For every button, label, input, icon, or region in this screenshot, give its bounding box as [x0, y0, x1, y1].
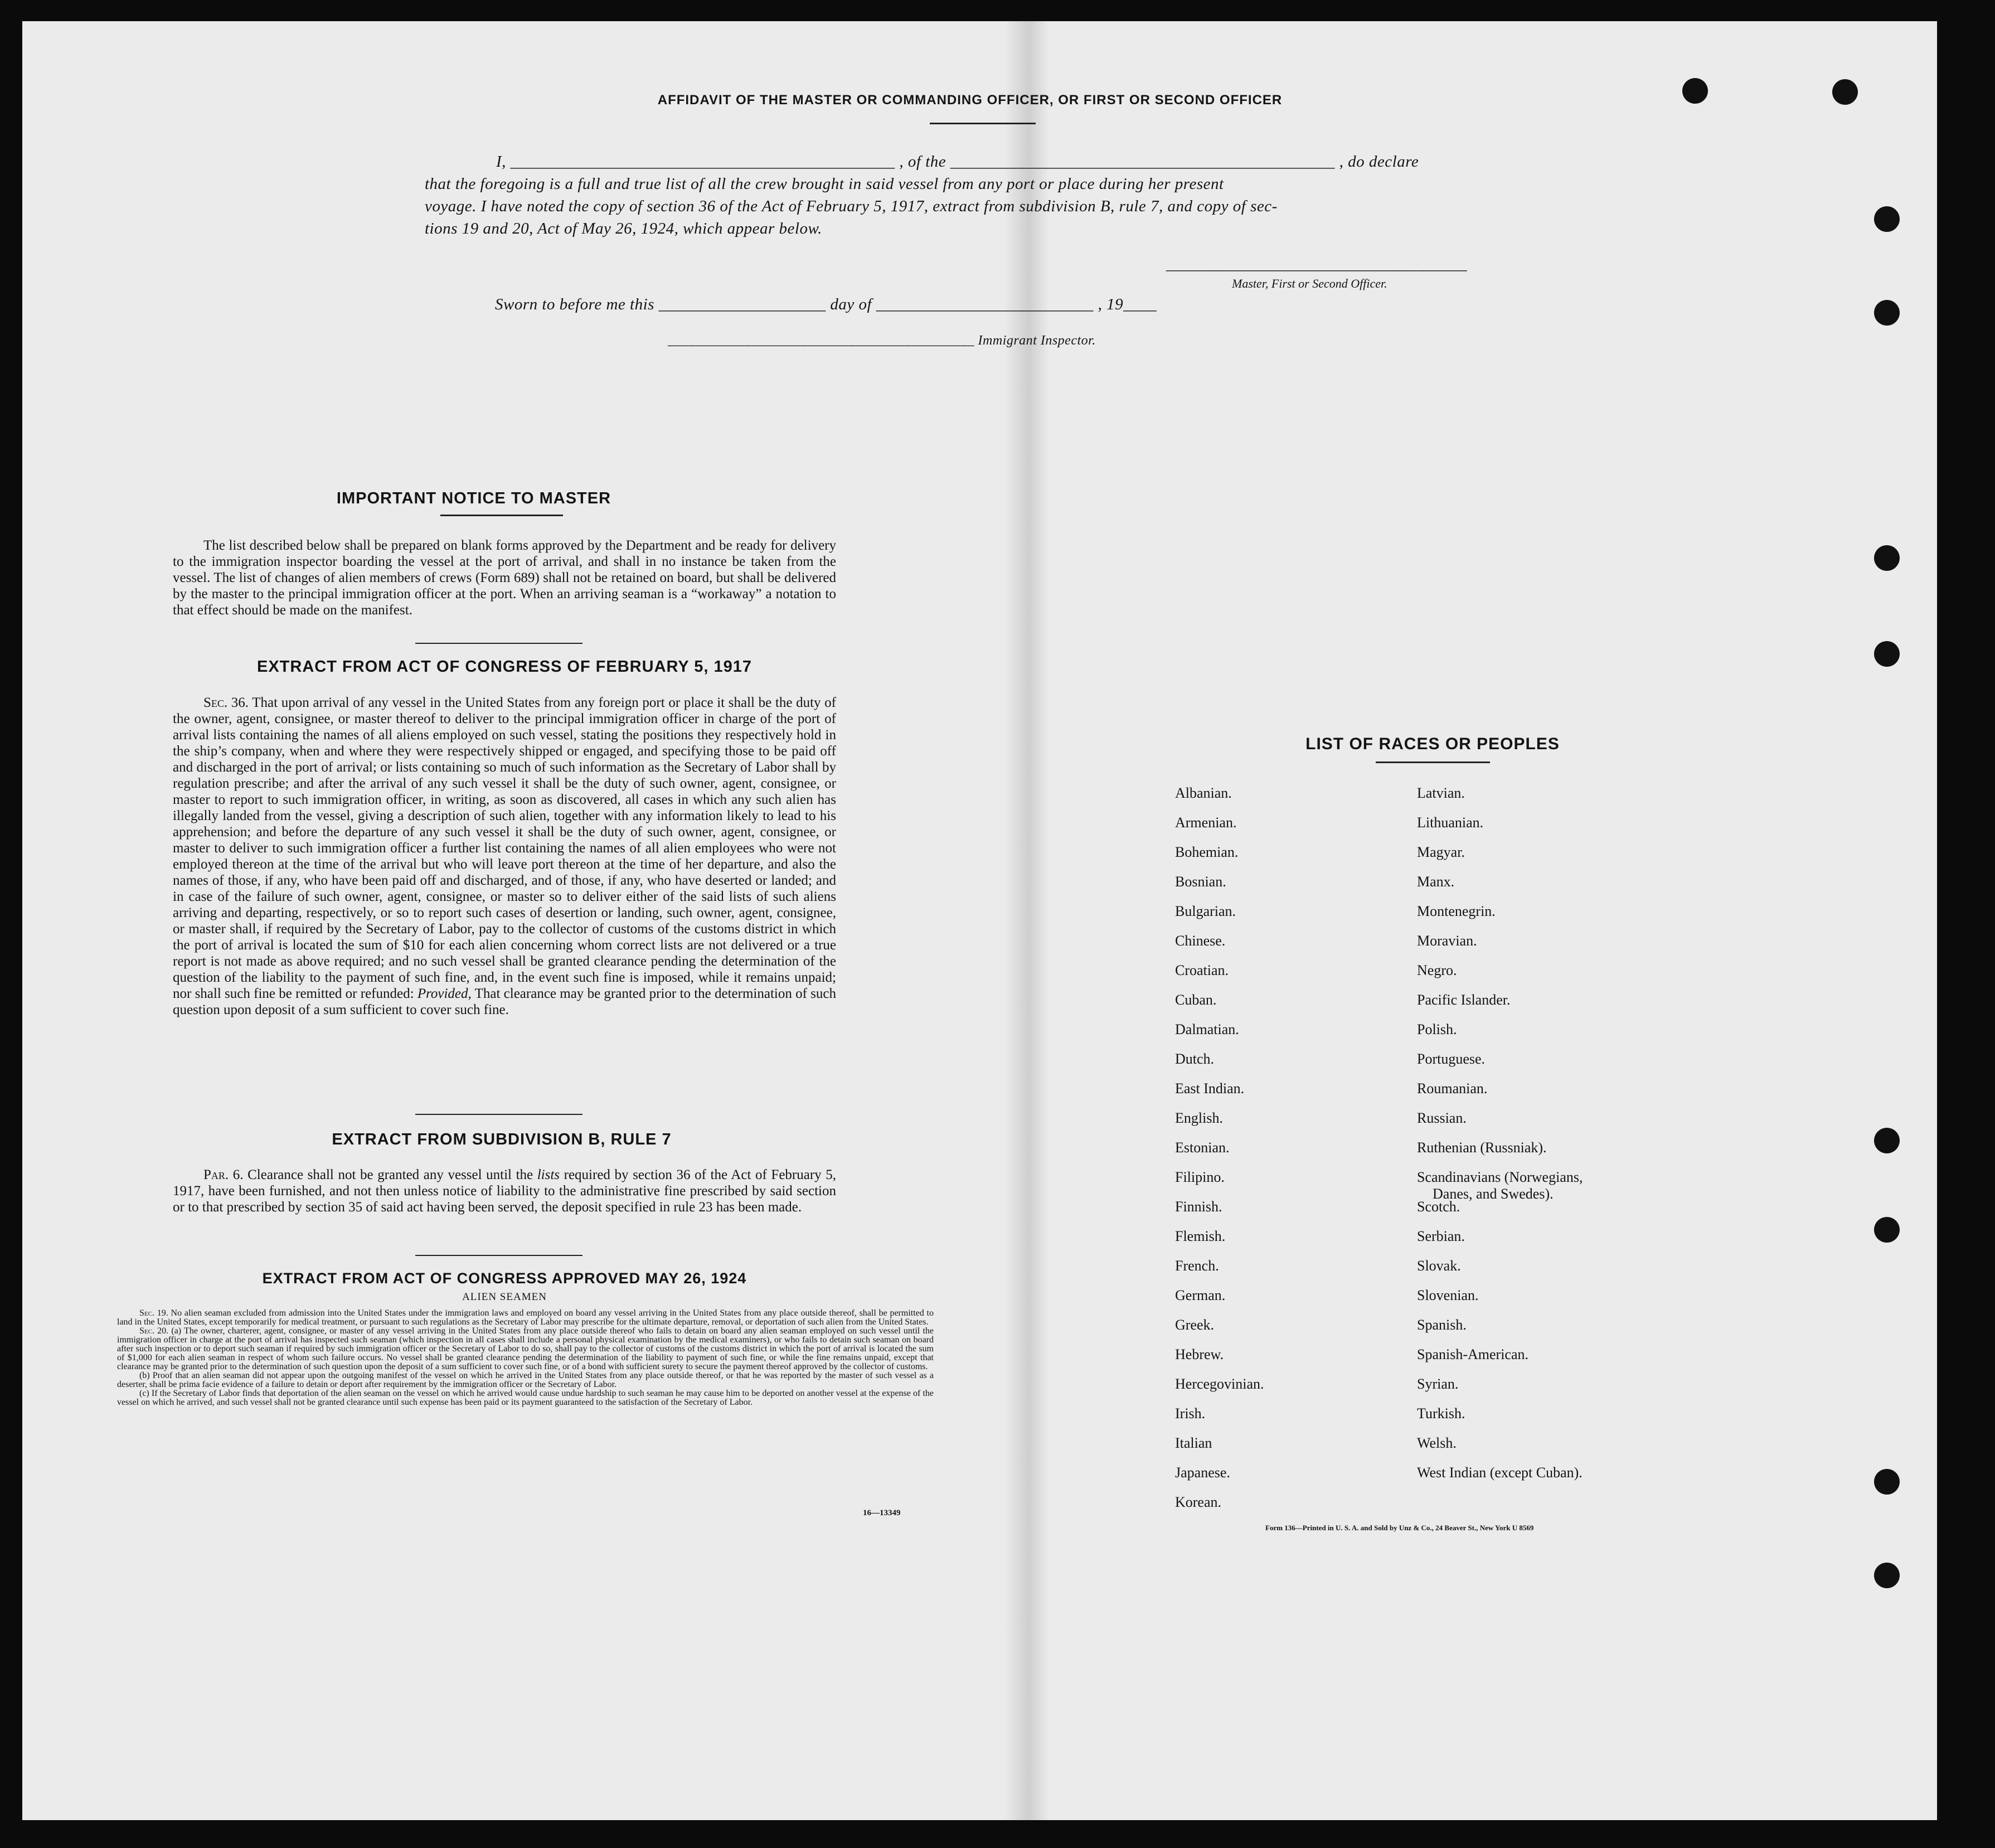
race-item: Irish. — [1175, 1405, 1206, 1422]
scan-border-right — [1937, 0, 1995, 1848]
race-item: Spanish. — [1417, 1317, 1467, 1333]
race-item: Portuguese. — [1417, 1051, 1486, 1067]
race-item: Roumanian. — [1417, 1080, 1488, 1097]
race-item: West Indian (except Cuban). — [1417, 1464, 1583, 1481]
section-divider — [415, 1255, 583, 1256]
race-item: Japanese. — [1175, 1464, 1230, 1481]
race-item: Filipino. — [1175, 1169, 1225, 1185]
race-item: Hebrew. — [1175, 1346, 1224, 1362]
affidavit-title: AFFIDAVIT OF THE MASTER OR COMMANDING OFFICER, OR FIRST OR SECOND OFFICER — [657, 93, 1283, 108]
affidavit-line-3: voyage. I have noted the copy of section 36 of the Act of February 5, 1917, extract from subdivision B, rule 7, and copy of sec- — [425, 197, 1278, 215]
race-item: Hercegovinian. — [1175, 1376, 1264, 1392]
notice-text: The list described below shall be prepared on blank forms approved by the Department and be ready for delivery to the immigration inspector boarding the vessel at the port of arrival, and shall in no instance be taken from the vessel. The list of changes of alien members of crews (Form 689) shall not be retained on board, but shall be delivered by the master to the principal immigration officer at the port. When an arriving seaman is a “workaway” a notation to that effect should be made on the manifest. — [173, 538, 836, 618]
race-item: Bulgarian. — [1175, 903, 1236, 919]
section-divider — [415, 643, 583, 644]
rule7-text: Par. 6. Clearance shall not be granted any vessel until the lists required by section 36 of the Act of February 5, 1917, have been furnished, and not then unless notice of liability to the administrative fine prescribed by said section or to that prescribed by section 35 of said act having been served, the deposit specified in rule 23 has been made. — [173, 1167, 837, 1215]
affidavit-line-1: I, ______________________________________________ , of the ______________________________________________ , do declare — [496, 153, 1419, 171]
race-item: Chinese. — [1175, 933, 1226, 949]
affidavit-line-2: that the foregoing is a full and true list of all the crew brought in said vessel from any port or place during her present — [425, 175, 1224, 193]
race-item: Estonian. — [1175, 1139, 1230, 1156]
race-item: Polish. — [1417, 1021, 1457, 1037]
race-item: Negro. — [1417, 962, 1457, 978]
race-item: Albanian. — [1175, 785, 1232, 801]
scan-border-top — [0, 0, 1995, 21]
section-divider — [415, 1114, 583, 1115]
race-item: Magyar. — [1417, 844, 1465, 860]
notice-title: IMPORTANT NOTICE TO MASTER — [336, 489, 611, 507]
race-item: Slovak. — [1417, 1258, 1461, 1274]
race-item: Dutch. — [1175, 1051, 1215, 1067]
races-title-rule — [1376, 761, 1490, 763]
race-item: East Indian. — [1175, 1080, 1245, 1097]
race-item: English. — [1175, 1110, 1223, 1126]
race-item: Scotch. — [1417, 1199, 1460, 1215]
race-item: Dalmatian. — [1175, 1021, 1239, 1037]
section-20c: (c) If the Secretary of Labor finds that deportation of the alien seaman on the vessel on which he arrived would cause undue hardship to such seaman he may cause him to be deported on another vessel at the expense of the vessel on which he arrived, and such vessel shall not be granted clearance until such expense has been paid or its payment guaranteed to the satisfaction of the Secretary of Labor. — [117, 1389, 934, 1407]
race-item: Montenegrin. — [1417, 903, 1496, 919]
race-item: Armenian. — [1175, 814, 1237, 831]
punch-hole — [1874, 545, 1900, 571]
race-item: Ruthenian (Russniak). — [1417, 1139, 1547, 1156]
affidavit-line-4: tions 19 and 20, Act of May 26, 1924, which appear below. — [425, 220, 822, 237]
section-20b: (b) Proof that an alien seaman did not appear upon the outgoing manifest of the vessel on which he arrived in the United States from any place outside thereof, or that he was reported by the master of such vessel as a deserter, shall be prima facie evidence of a failure to detain or deport after requirement by the immigration officer or the Secretary of Labor. — [117, 1371, 934, 1389]
race-item: Lithuanian. — [1417, 814, 1484, 831]
master-caption: Master, First or Second Officer. — [1232, 277, 1387, 290]
punch-hole — [1874, 1563, 1900, 1588]
race-item: Latvian. — [1417, 785, 1465, 801]
race-item: Cuban. — [1175, 992, 1217, 1008]
race-item: Manx. — [1417, 874, 1455, 890]
race-item: Serbian. — [1417, 1228, 1465, 1244]
punch-hole — [1874, 641, 1900, 667]
race-item: Bohemian. — [1175, 844, 1239, 860]
race-item: Danes, and Swedes). — [1433, 1186, 1554, 1202]
race-item: Flemish. — [1175, 1228, 1226, 1244]
extract-1917-text: Sec. 36. That upon arrival of any vessel in the United States from any foreign port or place it shall be the duty of the owner, agent, consignee, or master thereof to deliver to the principal immigration officer in charge of the port of arrival lists containing the names of all aliens employed on such vessel, stating the positions they respectively hold in the ship’s company, when and where they were respectively shipped or engaged, and specifying those to be paid off and discharged in the port of arrival; or lists containing so much of such information as the Secretary of Labor shall by regulation prescribe; and after the arrival of any such vessel it shall be the duty of such owner, agent, consignee, or master to report to such immigration officer, in writing, as soon as discovered, all cases in which any such alien has illegally landed from the vessel, giving a description of such alien, together with any information likely to lead to his apprehension; and before the departure of any such vessel it shall be the duty of such owner, agent, consignee, or master to deliver to such immigration officer a further list containing the names of all alien employees who were not employed thereon at the time of the arrival but who will leave port thereon at the time of her departure, and also the names of those, if any, who have been paid off and discharged, and of those, if any, who have deserted or landed; and in case of the failure of such owner, agent, consignee, or master so to deliver either of the said lists of such aliens arriving and departing, respectively, or so to report such cases of desertion or landing, such owner, agent, consignee, or master shall, if required by the Secretary of Labor, pay to the collector of customs of the customs district in which the port of arrival is located the sum of $10 for each alien concerning whom correct lists are not delivered or a true report is not made as above required; and no such vessel shall be granted clearance pending the determination of the question of the liability to the payment of such fine, and, in the event such fine is imposed, while it remains unpaid; nor shall such fine be remitted or refunded: Provided, That clearance may be granted prior to the determination of such question upon deposit of a sum sufficient to cover such fine. — [173, 695, 836, 1017]
race-item: Spanish-American. — [1417, 1346, 1529, 1362]
section-label: Sec. 36. — [203, 695, 249, 710]
race-item: Pacific Islander. — [1417, 992, 1511, 1008]
punch-hole — [1874, 300, 1900, 326]
inspector-line: ____________________________________________ Immigrant Inspector. — [668, 333, 1096, 348]
races-title: LIST OF RACES OR PEOPLES — [1305, 735, 1560, 753]
punch-hole — [1874, 1469, 1900, 1495]
race-item: German. — [1175, 1287, 1226, 1303]
punch-hole — [1874, 206, 1900, 232]
section-19: Sec. 19. No alien seaman excluded from admission into the United States under the immigration laws and employed on board any vessel arriving in the United States from any place outside thereof, shall be permitted to land in the United States, except temporarily for medical treatment, or pursuant to such regulations as the Secretary of Labor may prescribe for the ultimate departure, removal, or deportation of such alien from the United States. — [117, 1308, 934, 1327]
race-item: Greek. — [1175, 1317, 1215, 1333]
race-item: Russian. — [1417, 1110, 1467, 1126]
extract-1917-title: EXTRACT FROM ACT OF CONGRESS OF FEBRUARY 5, 1917 — [256, 658, 753, 676]
act1924-title: EXTRACT FROM ACT OF CONGRESS APPROVED MAY 26, 1924 — [262, 1270, 747, 1287]
rule7-title: EXTRACT FROM SUBDIVISION B, RULE 7 — [332, 1131, 672, 1148]
race-item: Moravian. — [1417, 933, 1477, 949]
notice-title-rule — [440, 515, 563, 516]
race-item: Welsh. — [1417, 1435, 1457, 1451]
scan-border-left — [0, 0, 22, 1848]
race-item: Finnish. — [1175, 1199, 1222, 1215]
act1924-text — [117, 1309, 934, 1407]
document-page — [22, 21, 1937, 1820]
affidavit-title-rule — [930, 123, 1036, 124]
act1924-subtitle: ALIEN SEAMEN — [462, 1291, 547, 1303]
punch-hole — [1874, 1217, 1900, 1243]
sworn-line: Sworn to before me this ____________________ day of __________________________ , 19____ — [495, 295, 1157, 313]
race-item: Korean. — [1175, 1494, 1222, 1510]
punch-hole — [1682, 78, 1708, 104]
race-item: French. — [1175, 1258, 1219, 1274]
race-item: Italian — [1175, 1435, 1212, 1451]
section-20a: Sec. 20. (a) The owner, charterer, agent, consignee, or master of any vessel arriving in the United States from any place outside thereof who fails to detain on board any alien seaman employed on such vessel until the immigration officer in charge at the port of arrival has inspected such seaman (which inspection in all cases shall include a personal physical examination by the medical examiners), or who fails to detain such seaman on board after such inspection or to deport such seaman if required by such immigration officer or the Secretary of Labor to do so, shall pay to the collector of customs of the customs district in which the port of arrival is located the sum of $1,000 for each alien seaman in respect of whom such failure occurs. No vessel shall be granted clearance pending the determination of the liability to payment of such fine, or while the fine remains unpaid, except that clearance may be granted prior to the determination of such question upon the deposit of a sum sufficient to cover such fine, or of a bond with sufficient surety to secure the payment thereof approved by the collector of customs. — [117, 1326, 934, 1371]
master-signature-line: ____________________________________ — [1166, 255, 1467, 273]
race-item: Scandinavians (Norwegians, — [1417, 1169, 1583, 1185]
scan-border-bottom — [0, 1820, 1995, 1848]
punch-hole — [1874, 1128, 1900, 1153]
race-item: Slovenian. — [1417, 1287, 1479, 1303]
race-item: Bosnian. — [1175, 874, 1226, 890]
race-item: Syrian. — [1417, 1376, 1459, 1392]
race-item: Croatian. — [1175, 962, 1229, 978]
race-item: Turkish. — [1417, 1405, 1465, 1422]
print-code: 16—13349 — [863, 1509, 901, 1517]
page-fold — [1004, 21, 1049, 1820]
paragraph-label: Par. 6. — [203, 1167, 244, 1182]
punch-hole — [1832, 79, 1858, 105]
form-footer: Form 136—Printed in U. S. A. and Sold by Unz & Co., 24 Beaver St., New York U 8569 — [1265, 1524, 1534, 1532]
